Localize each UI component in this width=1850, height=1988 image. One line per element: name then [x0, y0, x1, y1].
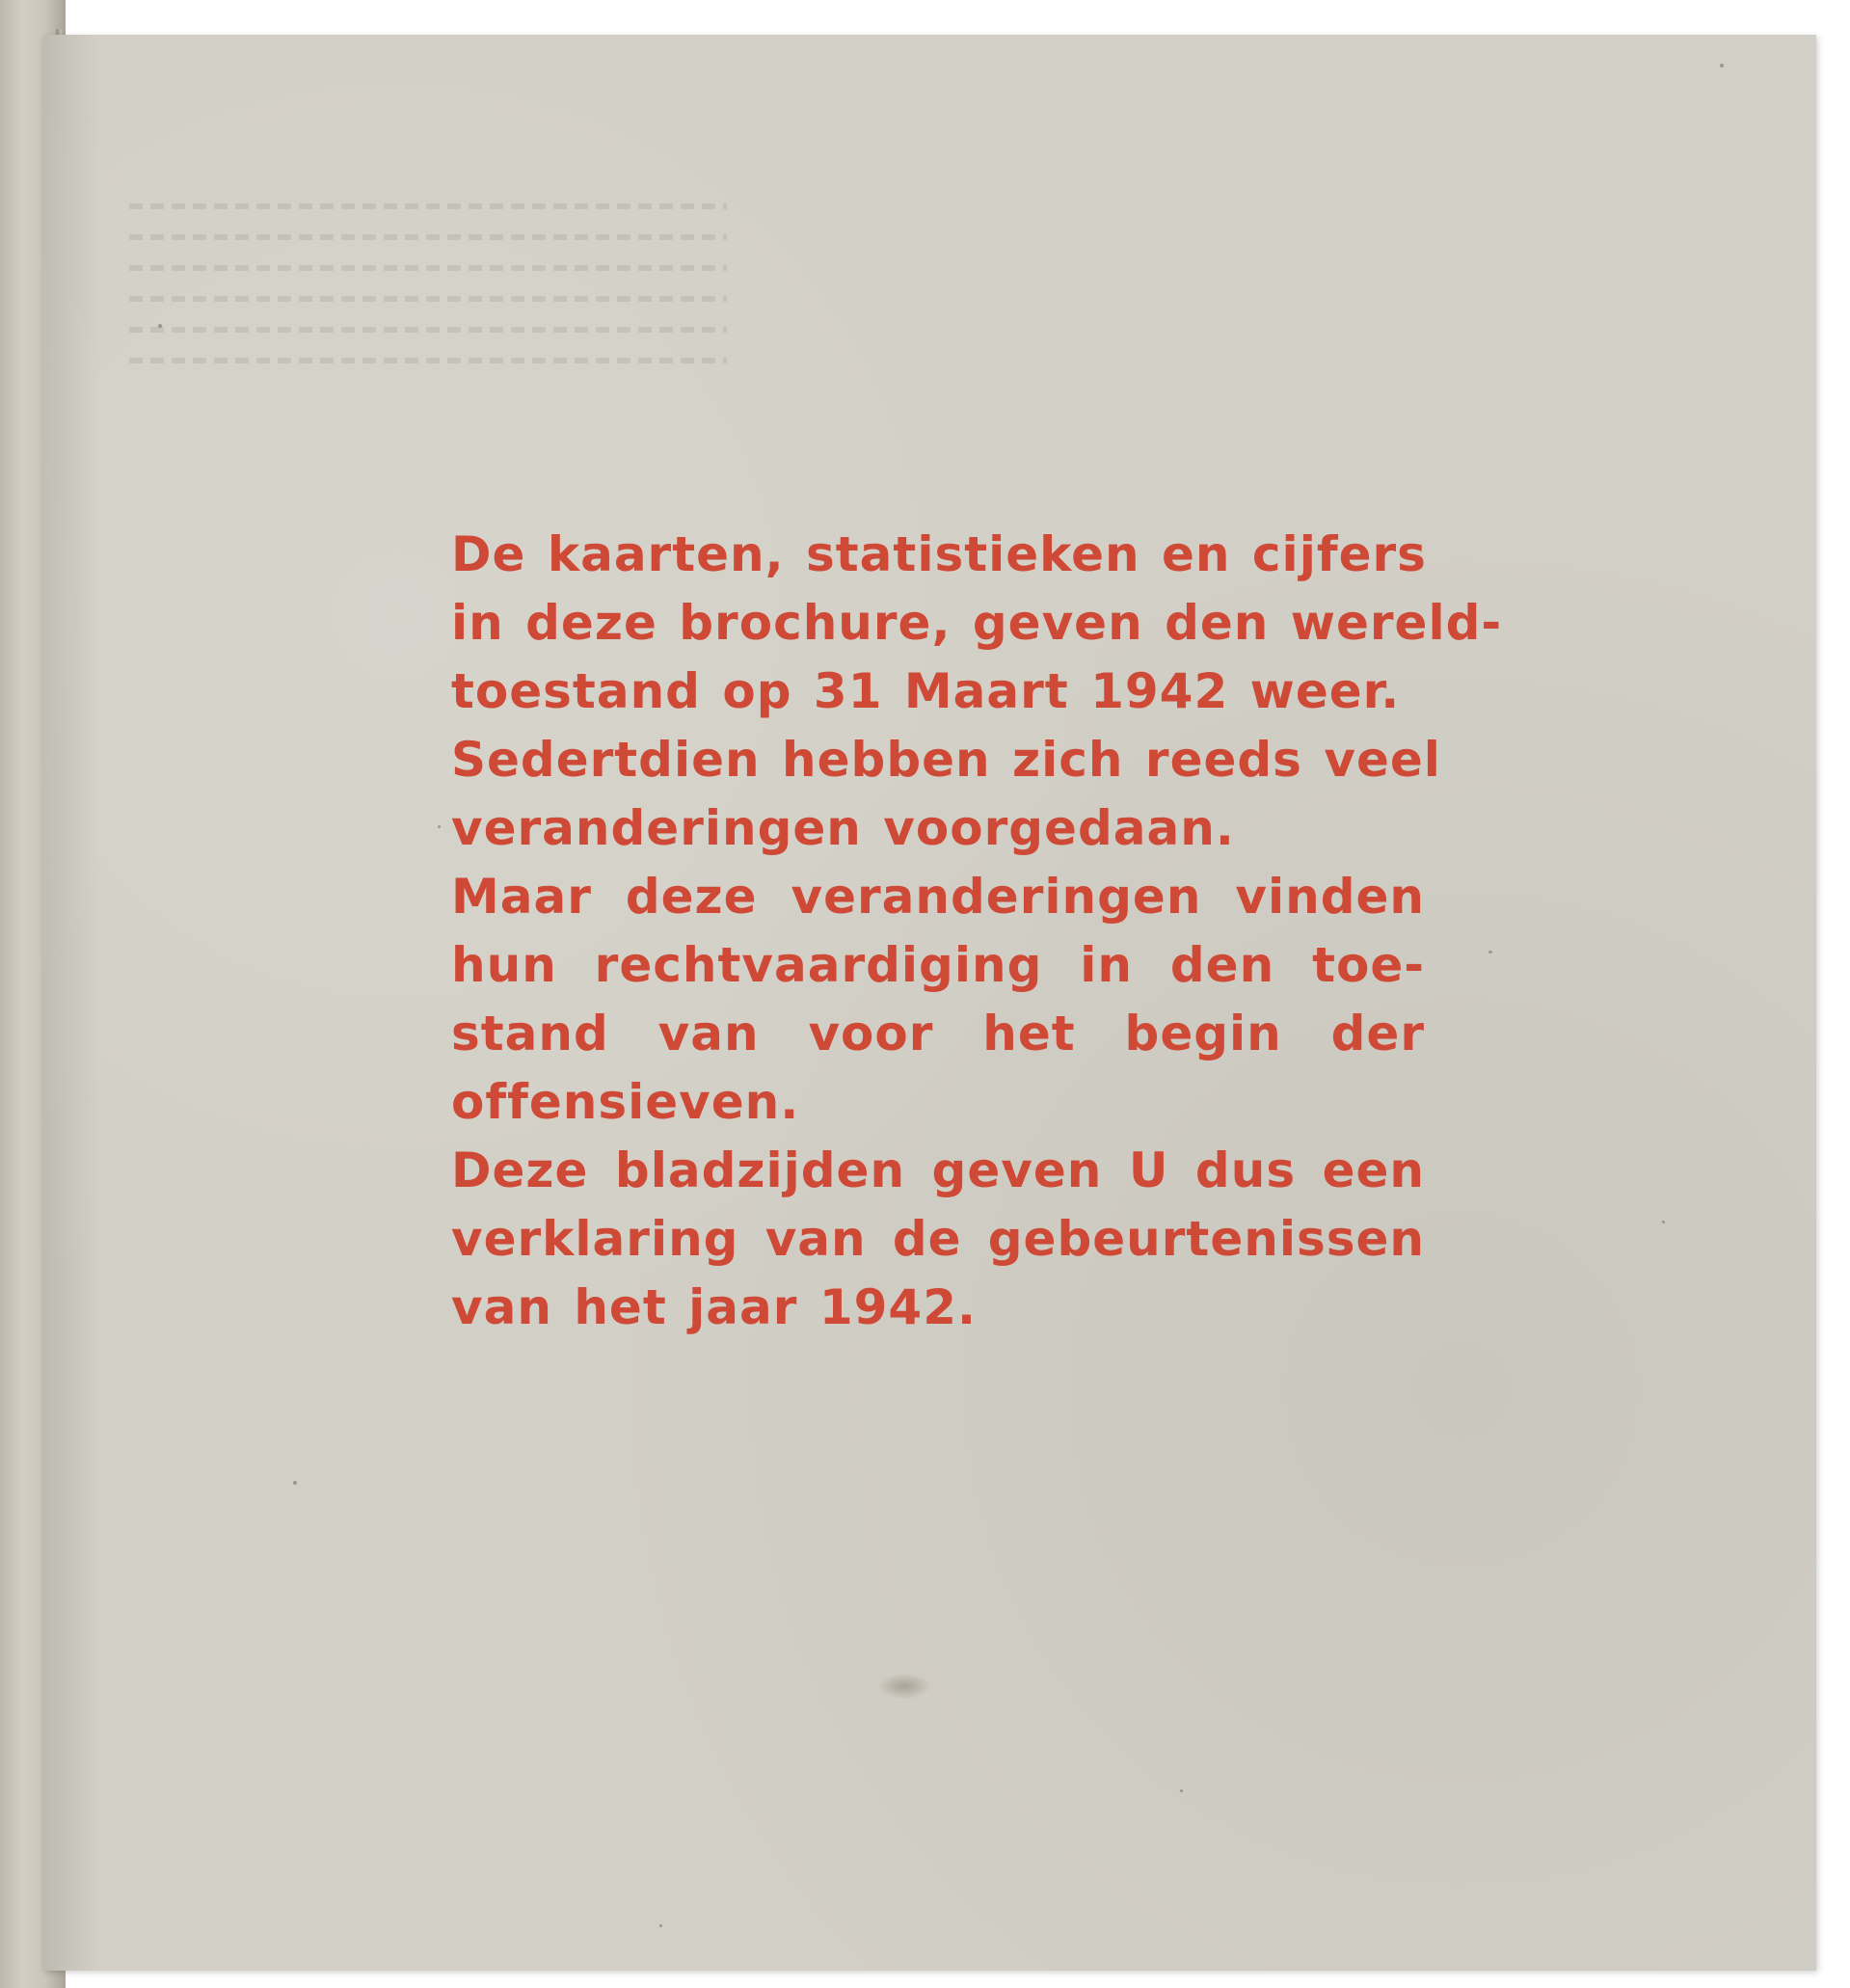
show-through-text: [129, 203, 727, 425]
paper-smudge: [879, 1674, 929, 1699]
text-line: verklaring van de gebeurtenissen: [451, 1211, 1425, 1267]
paper-speck: [1488, 951, 1492, 954]
paper-speck: [659, 1924, 662, 1927]
text-line: offensieven.: [451, 1074, 800, 1130]
text-line: veranderingen voorgedaan.: [451, 800, 1235, 856]
paper-speck: [1662, 1221, 1665, 1223]
text-line: hun rechtvaardiging in den toe-: [451, 937, 1425, 993]
paper-speck: [438, 825, 441, 828]
text-line: Maar deze veranderingen vinden: [451, 869, 1425, 925]
text-line: in deze brochure, geven den wereld-: [451, 595, 1503, 651]
text-line: stand van voor het begin der: [451, 1006, 1425, 1061]
text-line: toestand op 31 Maart 1942 weer.: [451, 663, 1401, 719]
text-line: Sedertdien hebben zich reeds veel: [451, 732, 1441, 788]
paper-speck: [158, 324, 162, 328]
paper-speck: [293, 1481, 297, 1485]
text-line: van het jaar 1942.: [451, 1279, 977, 1335]
paper-speck: [1720, 64, 1724, 67]
text-line: Deze bladzijden geven U dus een: [451, 1142, 1425, 1198]
text-line: De kaarten, statistieken en cijfers: [451, 526, 1427, 582]
intro-text-block: [451, 521, 1503, 1342]
paper-speck: [1180, 1789, 1183, 1792]
